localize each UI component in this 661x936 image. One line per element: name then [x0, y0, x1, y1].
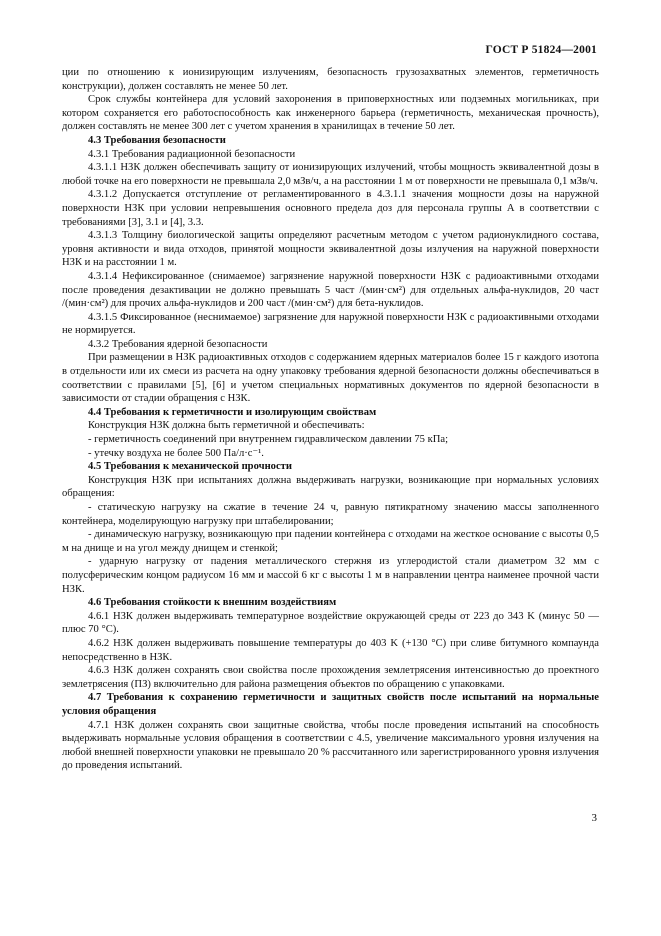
paragraph: 4.6.1 НЗК должен выдерживать температурное воздействие окружающей среды от 223 до 343 K (минус 50 — плюс 70 °С).: [62, 610, 599, 636]
section-heading: 4.4 Требования к герметичности и изолирующим свойствам: [88, 406, 377, 418]
document-header: ГОСТ Р 51824—2001: [485, 44, 597, 56]
paragraph: Конструкция НЗК при испытаниях должна выдерживать нагрузки, возникающие при нормальных условиях обращения:: [62, 474, 599, 500]
section-heading: 4.7 Требования к сохранению герметичности и защитных свойств после испытаний на нормальные условия обращения: [62, 692, 599, 717]
paragraph: Срок службы контейнера для условий захоронения в приповерхностных или подземных могильниках, при котором сохраняется его работоспособность как инженерного барьера (герметичность, механическая прочность), должен составлять не менее 300 лет с учетом хранения в хранилищах в течение 50 лет.: [62, 94, 599, 133]
list-item: - статическую нагрузку на сжатие в течение 24 ч, равную пятикратному значению массы заполненного контейнера, моделирующую нагрузку при штабелировании;: [62, 502, 599, 527]
section-heading: 4.3 Требования безопасности: [88, 134, 226, 146]
page-body: [62, 66, 599, 773]
paragraph: При размещении в НЗК радиоактивных отходов с содержанием ядерных материалов более 15 г каждого изотопа в отдельности или их смеси из расчета на одну упаковку требования ядерной безопасности должны обеспечиваться в соответствии с правилами [5], [6] и учетом специальных нормативных документов по ядерной безопасности в зависимости от стадии обращения с НЗК.: [62, 352, 599, 405]
page-number: 3: [591, 812, 597, 824]
paragraph: 4.6.3 НЗК должен сохранять свои свойства после прохождения землетрясения интенсивностью до проектного землетрясения (ПЗ) включительно для района размещения объектов по обращению с упаковками.: [62, 665, 599, 690]
paragraph: 4.6.2 НЗК должен выдерживать повышение температуры до 403 K (+130 °С) при сливе битумного компаунда непосредственно в НЗК.: [62, 637, 599, 663]
paragraph: 4.3.1 Требования радиационной безопасности: [88, 148, 296, 160]
paragraph: 4.3.1.3 Толщину биологической защиты определяют расчетным методом с учетом радионуклидного состава, уровня активности и вида отходов, принятой мощности эквивалентной дозы излучения на наружной поверхности НЗК и на расстоянии 1 м.: [62, 230, 599, 269]
paragraph: 4.3.1.2 Допускается отступление от регламентированного в 4.3.1.1 значения мощности дозы на наружной поверхности НЗК при условии непревышения основного предела доз для персонала группы А в соответствии с требованиями [3], 3.1 и [4], 3.3.: [62, 189, 599, 228]
paragraph: Конструкция НЗК должна быть герметичной и обеспечивать:: [88, 420, 365, 432]
paragraph: ции по отношению к ионизирующим излучениям, безопасность грузозахватных элементов, герметичность конструкции), должен составлять не менее 50 лет.: [62, 67, 599, 92]
list-item: - герметичность соединений при внутреннем гидравлическом давлении 75 кПа;: [88, 434, 449, 446]
paragraph: 4.3.1.1 НЗК должен обеспечивать защиту от ионизирующих излучений, чтобы мощность эквивалентной дозы в любой точке на его поверхности не превышала 2,0 мЗв/ч, а на расстоянии 1 м от поверхности не превышала 0,1 мЗв/ч.: [62, 162, 599, 187]
paragraph: 4.3.2 Требования ядерной безопасности: [88, 338, 268, 350]
paragraph: 4.3.1.4 Нефиксированное (снимаемое) загрязнение наружной поверхности НЗК с радиоактивными отходами после проведения дезактивации не должно превышать 5 част /(мин·см²) для отдельных альфа-нуклидов, 20 част /(мин·см²) для прочих альфа-нуклидов и 200 част /(мин·см²) для бета-нуклидов.: [62, 270, 599, 310]
list-item: - динамическую нагрузку, возникающую при падении контейнера с отходами на жесткое основание с высоты 0,5 м на днище и на угол между днищем и стенкой;: [62, 529, 599, 554]
section-heading: 4.5 Требования к механической прочности: [88, 461, 292, 473]
section-heading: 4.6 Требования стойкости к внешним воздействиям: [88, 597, 337, 609]
paragraph: 4.3.1.5 Фиксированное (неснимаемое) загрязнение для наружной поверхности НЗК с радиоактивными отходами не нормируется.: [62, 311, 599, 337]
list-item: - ударную нагрузку от падения металлического стержня из углеродистой стали диаметром 32 мм с полусферическим концом радиусом 16 мм и массой 6 кг с высоты 1 м в направлении центра наименее прочной части НЗК.: [62, 556, 599, 595]
list-item: - утечку воздуха не более 500 Па/л·с⁻¹.: [88, 447, 264, 459]
paragraph: 4.7.1 НЗК должен сохранять свои защитные свойства, чтобы после проведения испытаний на способность выдерживать нормальные условия обращения в соответствии с 4.5, увеличение максимального уровня излучения на любой внешней поверхности упаковки не превышало 20 % рассчитанного или зарегистрированного уровня излучения до проведения испытаний.: [62, 719, 599, 772]
